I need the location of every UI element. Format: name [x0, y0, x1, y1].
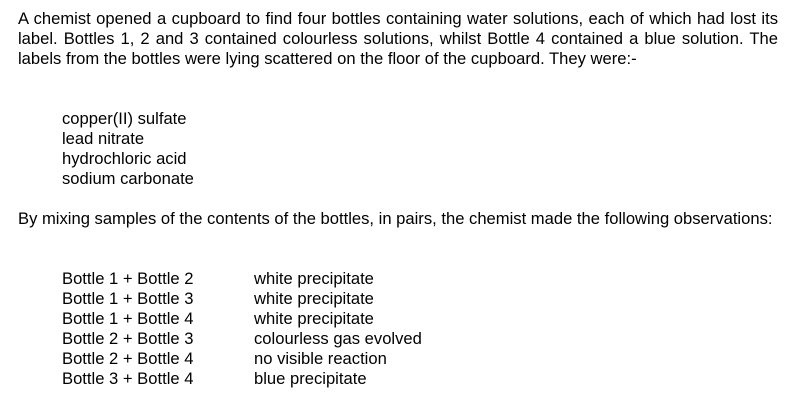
bottle-label-list — [62, 109, 194, 189]
observation-row — [62, 269, 422, 289]
observation-result: colourless gas evolved — [254, 329, 422, 348]
observation-result: white precipitate — [254, 289, 374, 308]
label-item: sodium carbonate — [62, 169, 194, 188]
label-item: lead nitrate — [62, 129, 145, 148]
label-item: copper(II) sulfate — [62, 109, 187, 128]
observation-row — [62, 329, 422, 349]
bottle-pair: Bottle 2 + Bottle 4 — [62, 349, 194, 368]
bottle-pair: Bottle 3 + Bottle 4 — [62, 369, 194, 388]
observation-row — [62, 349, 422, 369]
observation-result: white precipitate — [254, 309, 374, 328]
label-item: hydrochloric acid — [62, 149, 187, 168]
observation-row — [62, 369, 422, 389]
bottle-pair: Bottle 1 + Bottle 4 — [62, 309, 194, 328]
observation-result: no visible reaction — [254, 349, 387, 368]
bottle-pair: Bottle 1 + Bottle 3 — [62, 289, 194, 308]
observation-result: blue precipitate — [254, 369, 367, 388]
document-body — [18, 9, 778, 388]
bottle-pair: Bottle 1 + Bottle 2 — [62, 269, 194, 288]
observations-table — [62, 269, 422, 389]
mixing-paragraph: By mixing samples of the contents of the bottles, in pairs, the chemist made the following observations: — [18, 209, 773, 228]
observation-row — [62, 289, 422, 309]
bottle-pair: Bottle 2 + Bottle 3 — [62, 329, 194, 348]
intro-paragraph: A chemist opened a cupboard to find four bottles containing water solutions, each of which had lost its label. Bottles 1, 2 and 3 contained colourless solutions, whilst Bottle 4 contained a blue solution. The labels from the bottles were lying scattered on the floor of the cupboard. They were:- — [18, 9, 778, 68]
observation-row — [62, 309, 422, 329]
observation-result: white precipitate — [254, 269, 374, 288]
